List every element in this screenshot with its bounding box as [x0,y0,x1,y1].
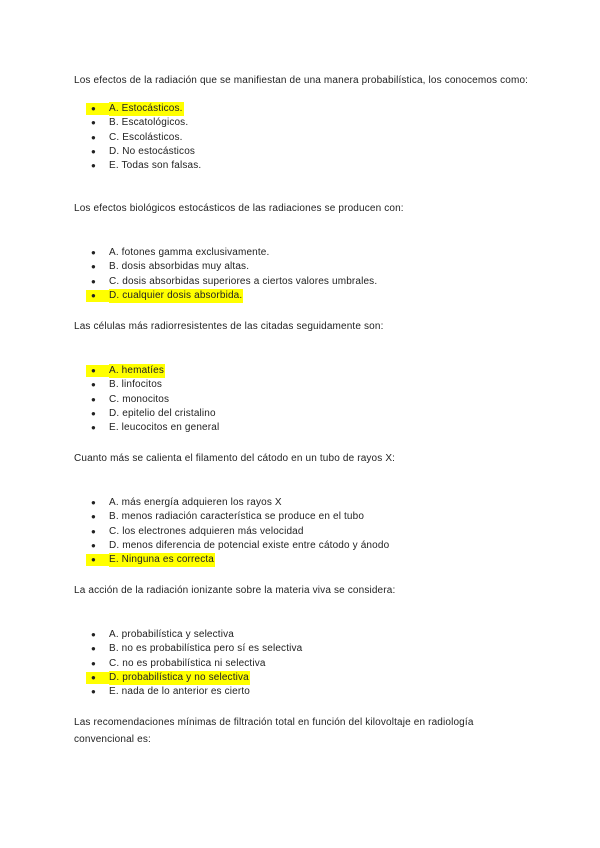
option-label: E. Ninguna es correcta [109,553,215,567]
option-b [74,642,534,656]
option-label: C. Escolásticos. [109,131,183,143]
question-2 [74,200,534,303]
bullet-icon: ● [91,498,96,507]
option-d [74,145,534,159]
option-label: D. menos diferencia de potencial existe entre cátodo y ánodo [109,539,390,551]
question-4 [74,450,534,567]
option-label: A. fotones gamma exclusivamente. [109,247,270,258]
option-label: C. dosis absorbidas superiores a ciertos valores umbrales. [109,275,378,287]
option-a-highlighted [74,102,534,116]
bullet-icon: ● [91,630,96,639]
option-list [74,364,534,435]
option-c [74,393,534,407]
option-e [74,159,534,173]
option-a-highlighted [74,364,534,378]
bullet-icon: ● [91,423,96,433]
option-label: A. Estocásticos. [109,102,184,116]
bullet-icon: ● [91,555,96,565]
option-label: B. Escatológicos. [109,117,189,129]
question-text: Los efectos de la radiación que se manifiestan de una manera probabilística, los conocemos como: [74,75,529,86]
bullet-icon: ● [91,687,96,697]
option-list [74,628,534,699]
option-c [74,657,534,671]
option-d [74,407,534,421]
question-5 [74,582,534,699]
option-label: C. monocitos [109,393,170,405]
bullet-icon: ● [91,161,96,171]
bullet-icon: ● [91,118,96,128]
option-d [74,539,534,553]
option-a [74,496,534,510]
option-d-highlighted [74,671,534,685]
option-label: B. dosis absorbidas muy altas. [109,261,250,273]
bullet-icon: ● [91,262,96,272]
bullet-icon: ● [91,526,96,536]
question-text: Las células más radiorresistentes de las citadas seguidamente son: [74,321,384,332]
question-3 [74,318,534,435]
question-1 [74,72,534,173]
bullet-icon: ● [91,146,96,156]
question-6 [74,714,494,748]
bullet-icon: ● [91,132,96,142]
question-text: Cuanto más se calienta el filamento del cátodo en un tubo de rayos X: [74,453,396,464]
option-a [74,246,534,260]
option-c [74,131,534,145]
option-e [74,421,534,435]
option-label: D. No estocásticos [109,145,196,157]
bullet-icon: ● [91,672,96,682]
bullet-icon: ● [91,276,96,286]
option-b [74,510,534,524]
bullet-icon: ● [91,540,96,550]
option-b [74,378,534,392]
option-b [74,116,534,130]
option-d-highlighted [74,289,534,303]
option-label: E. Todas son falsas. [109,160,202,172]
option-c [74,525,534,539]
bullet-icon: ● [91,366,96,375]
option-list [74,102,534,173]
bullet-icon: ● [91,248,96,257]
option-label: B. menos radiación característica se produce en el tubo [109,511,365,523]
option-label: C. los electrones adquieren más velocidad [109,525,304,537]
option-label: E. leucocitos en general [109,422,220,434]
option-list [74,496,534,567]
question-text: Los efectos biológicos estocásticos de las radiaciones se producen con: [74,203,404,214]
bullet-icon: ● [91,104,96,113]
option-label: E. nada de lo anterior es cierto [109,686,250,698]
bullet-icon: ● [91,394,96,404]
option-e-highlighted [74,553,534,567]
bullet-icon: ● [91,644,96,654]
option-label: B. no es probabilística pero sí es selectiva [109,643,303,655]
bullet-icon: ● [91,658,96,668]
option-label: A. probabilística y selectiva [109,629,234,640]
option-label: C. no es probabilística ni selectiva [109,657,266,669]
option-c [74,275,534,289]
option-b [74,260,534,274]
bullet-icon: ● [91,408,96,418]
question-text: Las recomendaciones mínimas de filtración total en función del kilovoltaje en radiología convencional es: [74,717,474,745]
option-label: B. linfocitos [109,379,163,391]
bullet-icon: ● [91,380,96,390]
option-list [74,246,534,303]
option-label: D. cualquier dosis absorbida. [109,289,243,303]
bullet-icon: ● [91,290,96,300]
option-a [74,628,534,642]
question-text: La acción de la radiación ionizante sobre la materia viva se considera: [74,585,396,596]
option-label: D. epitelio del cristalino [109,407,216,419]
bullet-icon: ● [91,512,96,522]
option-label: A. hematíes [109,364,165,378]
option-e [74,685,534,699]
option-label: A. más energía adquieren los rayos X [109,497,282,508]
option-label: D. probabilística y no selectiva [109,671,250,685]
